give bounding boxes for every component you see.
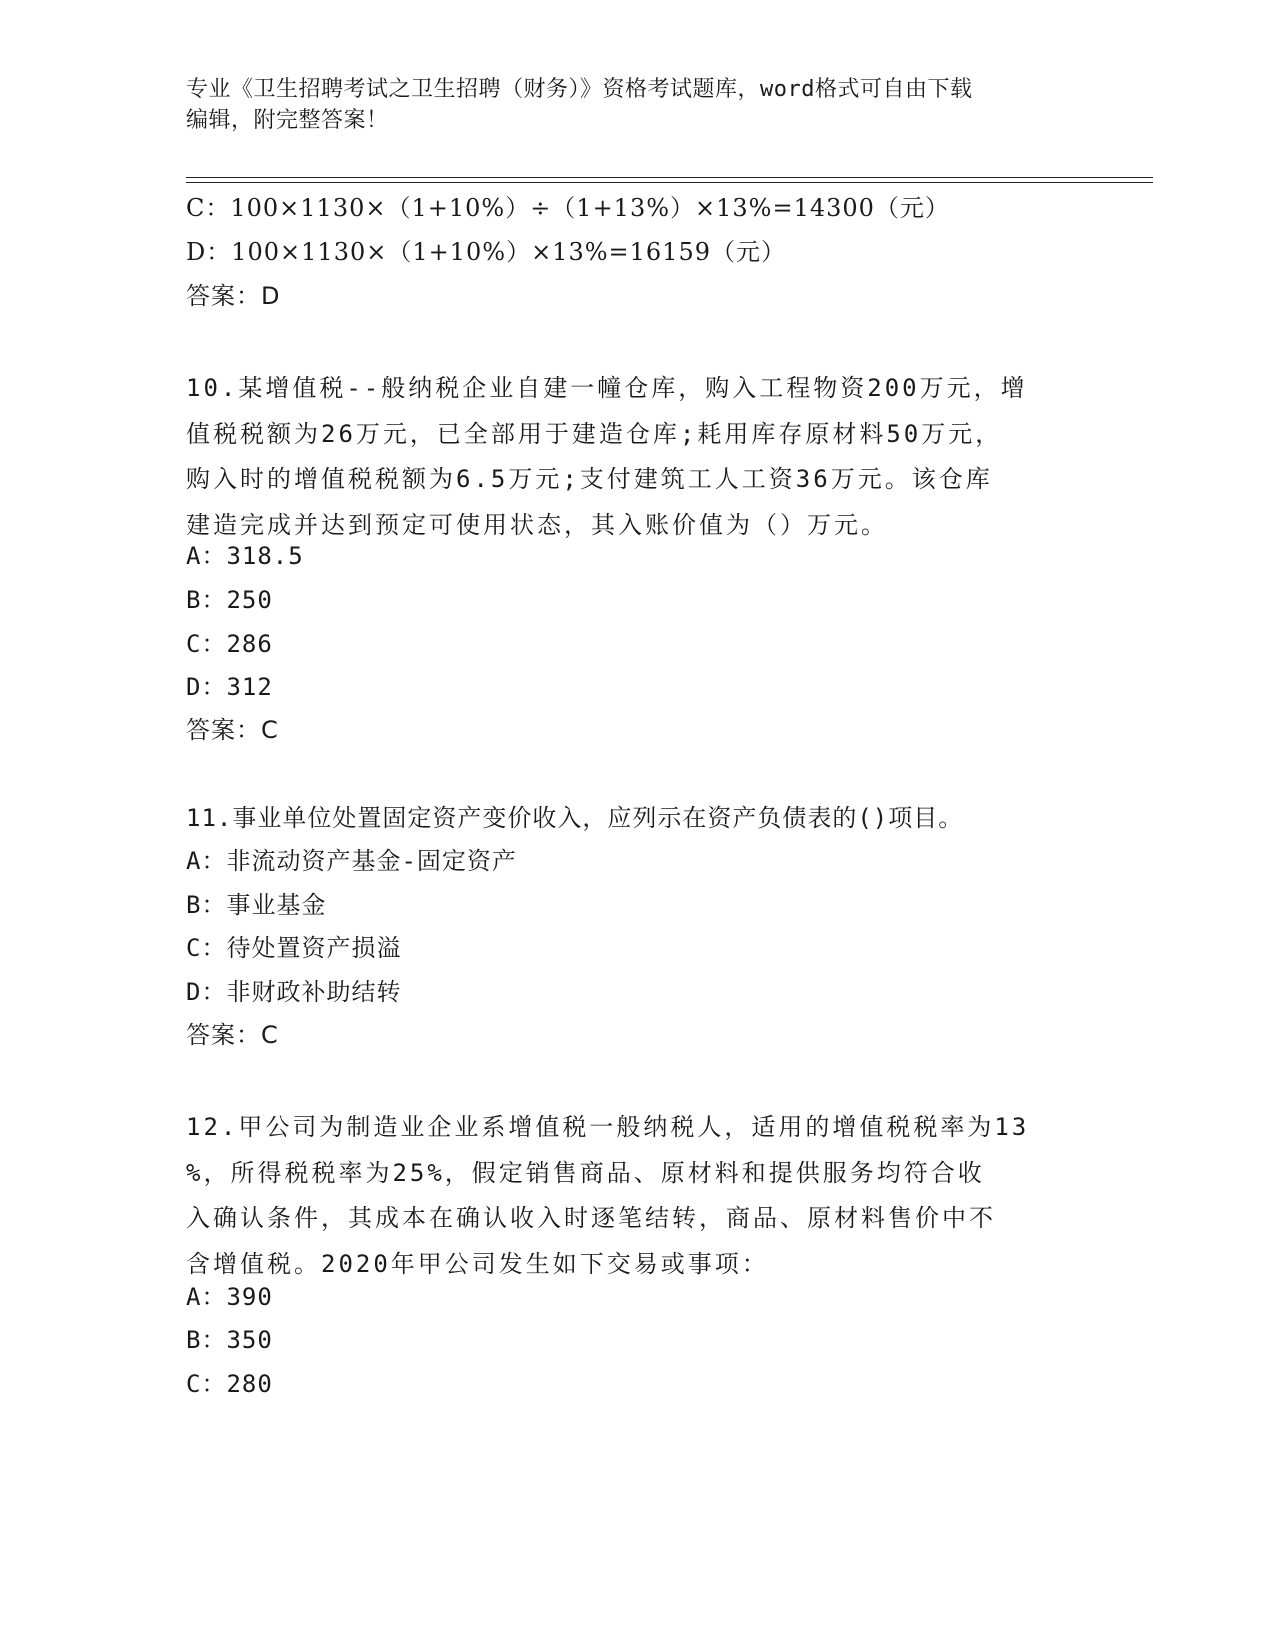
- q11-option-c: C：待处置资产损溢: [186, 934, 402, 962]
- header-title-line-2: 编辑，附完整答案！: [186, 108, 389, 133]
- q9-option-d: D：100×1130×（1+10%）×13%=16159（元）: [186, 238, 786, 266]
- q10-question-text: [186, 366, 1086, 548]
- q10-text-line: 建造完成并达到预定可使用状态，其入账价值为（）万元。: [186, 510, 888, 539]
- header-divider-bottom: [186, 182, 1153, 183]
- q10-answer: 答案：C: [186, 716, 279, 744]
- document-header: [186, 74, 1066, 136]
- q11-question-text: 11.事业单位处置固定资产变价收入，应列示在资产负债表的()项目。: [186, 804, 964, 832]
- q10-option-b: B：250: [186, 586, 273, 614]
- q9-option-c: C：100×1130×（1+10%）÷（1+13%）×13%=14300（元）: [186, 194, 950, 222]
- q12-text-line: 12.甲公司为制造业企业系增值税一般纳税人，适用的增值税税率为13: [186, 1113, 1030, 1141]
- q11-answer: 答案：C: [186, 1021, 279, 1049]
- q12-option-c: C：280: [186, 1370, 273, 1398]
- q10-option-c: C：286: [186, 630, 273, 658]
- q10-text-line: 购入时的增值税税额为6.5万元;支付建筑工人工资36万元。该仓库: [186, 465, 993, 493]
- q12-question-text: [186, 1105, 1086, 1287]
- header-divider-top: [186, 177, 1153, 178]
- header-title-line-1: 专业《卫生招聘考试之卫生招聘（财务）》资格考试题库，word格式可自由下载: [186, 77, 973, 102]
- q12-text-line: 入确认条件，其成本在确认收入时逐笔结转，商品、原材料售价中不: [186, 1204, 996, 1232]
- q9-answer: 答案：D: [186, 282, 281, 310]
- q10-text-line: 10.某增值税--般纳税企业自建一幢仓库，购入工程物资200万元，增: [186, 374, 1028, 402]
- q12-text-line: %，所得税税率为25%，假定销售商品、原材料和提供服务均符合收: [186, 1158, 985, 1187]
- q12-option-b: B：350: [186, 1326, 273, 1354]
- q12-text-line: 含增值税。2020年甲公司发生如下交易或事项：: [186, 1249, 769, 1278]
- q12-option-a: A：390: [186, 1283, 273, 1311]
- q11-option-a: A：非流动资产基金-固定资产: [186, 847, 517, 875]
- q11-option-b: B：事业基金: [186, 891, 327, 919]
- q10-option-a: A：318.5: [186, 542, 304, 570]
- q10-text-line: 值税税额为26万元，已全部用于建造仓库;耗用库存原材料50万元，: [186, 419, 1003, 448]
- q10-option-d: D：312: [186, 673, 273, 701]
- q11-option-d: D：非财政补助结转: [186, 978, 402, 1006]
